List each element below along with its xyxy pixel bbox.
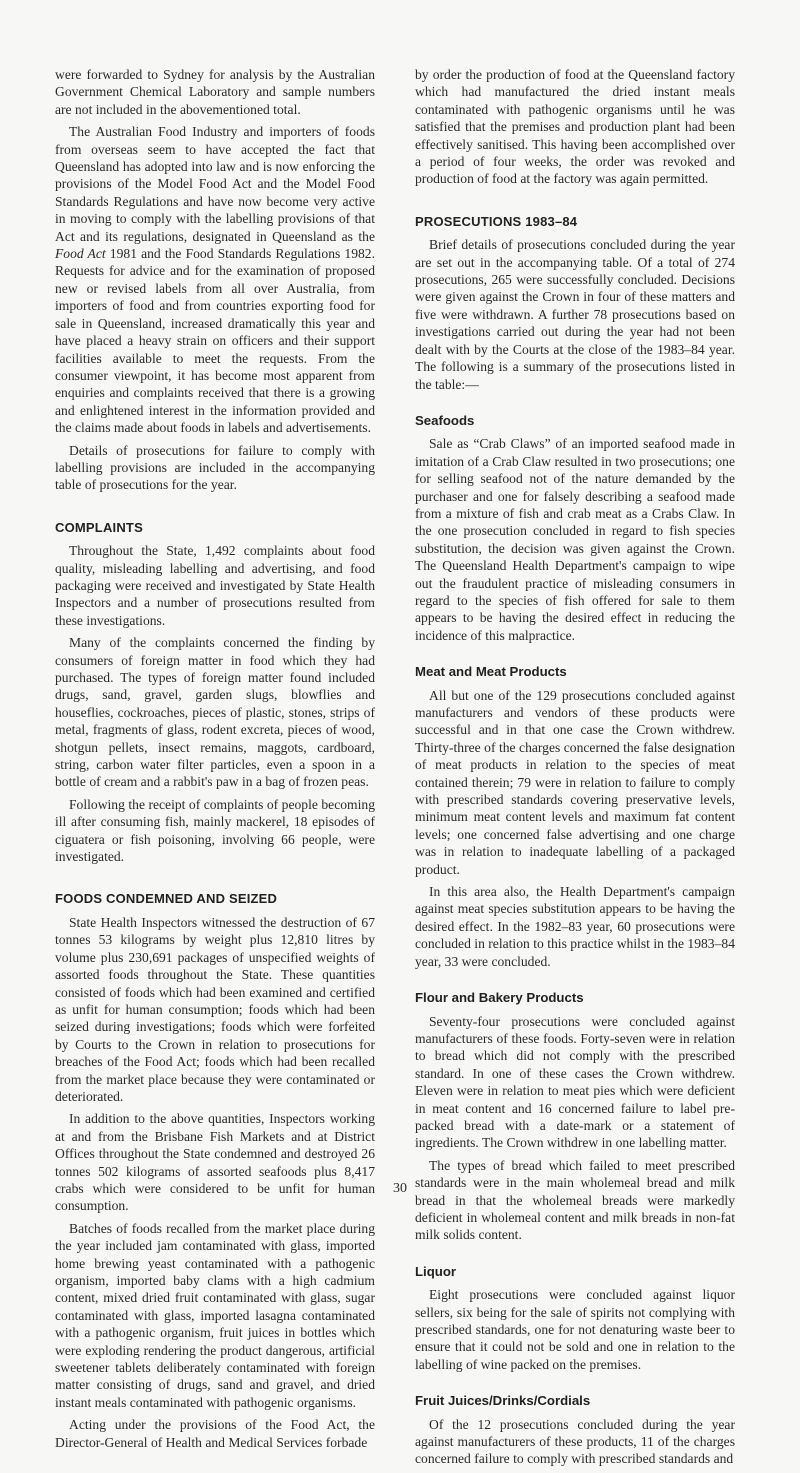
heading-flour-bakery: Flour and Bakery Products [415,990,584,1006]
heading-seafoods: Seafoods [415,412,475,428]
heading-meat: Meat and Meat Products [415,664,567,680]
heading-foods-condemned: FOODS CONDEMNED AND SEIZED [55,891,278,907]
paragraph: In addition to the above quantities, Inspectors working at and from the Brisbane Fish Markets and at District Offices throughout the State condemned and destroyed 26 tonnes 502 kilograms of assorted seafoods plus 8,417 crabs which were considered to be unfit for human consumption. [55,1111,375,1214]
paragraph: The types of bread which failed to meet prescribed standards were in the main wholemeal bread and milk bread in that the wholemeal breads were markedly deficient in wholemeal content and milk breads in non-fat milk solids content. [415,1157,735,1243]
paragraph: All but one of the 129 prosecutions concluded against manufacturers and vendors of these products were successful and in that one case the Crown withdrew. Thirty-three of the charges concerned the false designation of meat products in relation to the species of meat contained therein; 79 were in relation to failure to comply with prescribed standards covering preservative levels, minimum meat content levels and maximum fat content levels; one concerned false advertising and one charge was in relation to inadequate labelling of a packaged product. [415,687,735,877]
paragraph: Brief details of prosecutions concluded during the year are set out in the accompanying table. Of a total of 274 prosecutions, 265 were successfully concluded. Decisions were given against the Crown in four of these matters and five were withdrawn. A further 78 prosecutions based on investigations carried out during the year had not been dealt with by the Courts at the close of the 1983–84 year. The following is a summary of the prosecutions listed in the table:— [415,237,735,392]
right-column [415,66,735,1473]
italic-food-act: Food Act [55,246,106,262]
left-column [55,66,375,1456]
text-run: The Australian Food Industry and importers of foods from overseas seem to have accepted the fact that Queensland has adopted into law and is now enforcing the provisions of the Model Food Act and the Model Food Standards Regulations and have now become very active in moving to comply with the labelling provisions of that Act and its regulations, designated in Queensland as the [55,124,375,244]
paragraph: were forwarded to Sydney for analysis by the Australian Government Chemical Laboratory and sample numbers are not included in the abovementioned total. [55,67,375,117]
paragraph: Eight prosecutions were concluded against liquor sellers, six being for the sale of spirits not complying with prescribed standards, one for not denaturing waste beer to ensure that it could not be sold and one in relation to the labelling of wine packed on the premises. [415,1287,735,1372]
paragraph: Following the receipt of complaints of people becoming ill after consuming fish, mainly mackerel, 18 episodes of ciguatera or fish poisoning, involving 66 people, were investigated. [55,796,375,865]
paragraph: Sale as “Crab Claws” of an imported seafood made in imitation of a Crab Claw resulted in two prosecutions; one for selling seafood not of the nature demanded by the purchaser and one for falsely describing a seafood made from a mixture of fish and crab meat as a Crabs Claw. In the one prosecution concluded in regard to fish species substitution, the decision was given against the Crown. The Queensland Health Department's campaign to wipe out the fraudulent practice of misleading consumers in regard to the species of fish offered for sale to them appears to be having the desired effect in reducing the incidence of this malpractice. [415,436,735,643]
paragraph: Throughout the State, 1,492 complaints about food quality, misleading labelling and advertising, and food packaging were received and investigated by State Health Inspectors and a number of prosecutions resulted from these investigations. [55,543,375,628]
paragraph: Seventy-four prosecutions were concluded against manufacturers of these foods. Forty-seven were in relation to bread which did not comply with the prescribed standard. In one of these cases the Crown withdrew. Eleven were in relation to meat pies which were deficient in meat content and 16 concerned failure to label pre-packed bread with a date-mark or a statement of ingredients. The Crown withdrew in one labelling matter. [415,1013,735,1151]
paragraph: Of the 12 prosecutions concluded during the year against manufacturers of these products, 11 of the charges concerned failure to comply with prescribed standards and [415,1416,735,1467]
paragraph-food-act [55,123,375,436]
heading-prosecutions: PROSECUTIONS 1983–84 [415,213,578,229]
paragraph: by order the production of food at the Queensland factory which had manufactured the dried instant meals contaminated with pathogenic organisms until he was satisfied that the premises and production plant had been effectively sanitised. This having been accomplished over a period of four weeks, the order was revoked and production of food at the factory was again permitted. [415,67,735,187]
page-number: 30 [393,1181,407,1196]
paragraph: Many of the complaints concerned the finding by consumers of foreign matter in food which they had purchased. The types of foreign matter found included drugs, sand, gravel, garden slugs, blowflies and houseflies, cockroaches, pieces of plastic, stones, strips of metal, fragments of glass, rodent excreta, pieces of wood, shotgun pellets, insect remains, maggots, cardboard, string, carbon water filter particles, even a spoon in a bottle of cream and a rabbit's paw in a bag of frozen peas. [55,635,375,790]
heading-complaints: COMPLAINTS [55,519,143,535]
paragraph: Batches of foods recalled from the market place during the year included jam contaminated with glass, imported home brewing yeast contaminated with a pathogenic organism, imported baby clams with a high cadmium content, mixed dried fruit contaminated with glass, sugar contaminated with glass, imported lasagna contaminated with a pathogenic organism, fruit juices in bottles which were exploding rendering the product dangerous, artificial sweetener tablets deliberately contaminated with foreign matter consisting of drugs, sand and gravel, and dried instant meals contaminated with pathogenic organisms. [55,1220,375,1410]
paragraph: Acting under the provisions of the Food Act, the Director-General of Health and Medical Services forbade [55,1417,375,1450]
paragraph: In this area also, the Health Department's campaign against meat species substitution appears to be having the desired effect. In the 1982–83 year, 60 prosecutions were concluded in relation to this practice whilst in the 1983–84 year, 33 were concluded. [415,884,735,969]
heading-liquor: Liquor [415,1263,457,1279]
heading-fruit-juices: Fruit Juices/Drinks/Cordials [415,1393,591,1409]
paragraph: Details of prosecutions for failure to comply with labelling provisions are included in the accompanying table of prosecutions for the year. [55,442,375,493]
paragraph: State Health Inspectors witnessed the destruction of 67 tonnes 53 kilograms by weight plus 12,810 litres by volume plus 230,691 packages of unspecified weights of assorted foods throughout the State. These quantities consisted of foods which had been examined and certified as unfit for human consumption; foods which had been seized during investigations; foods which were forfeited by Courts to the Crown in relation to prosecutions for breaches of the Food Act; foods which had been recalled from the market place because they were contaminated or deteriorated. [55,914,375,1104]
text-run: 1981 and the Food Standards Regulations 1982. Requests for advice and for the examination of proposed new or revised labels from all over Australia, from importers of food and from countries exporting food for sale in Queensland, increased dramatically this year and have placed a heavy strain on officers and their support facilities available to meet the requests. From the consumer viewpoint, it has become most apparent from enquiries and complaints received that there is a growing and enlightened interest in the information provided and the claims made about foods in labels and advertisements. [55,246,375,436]
